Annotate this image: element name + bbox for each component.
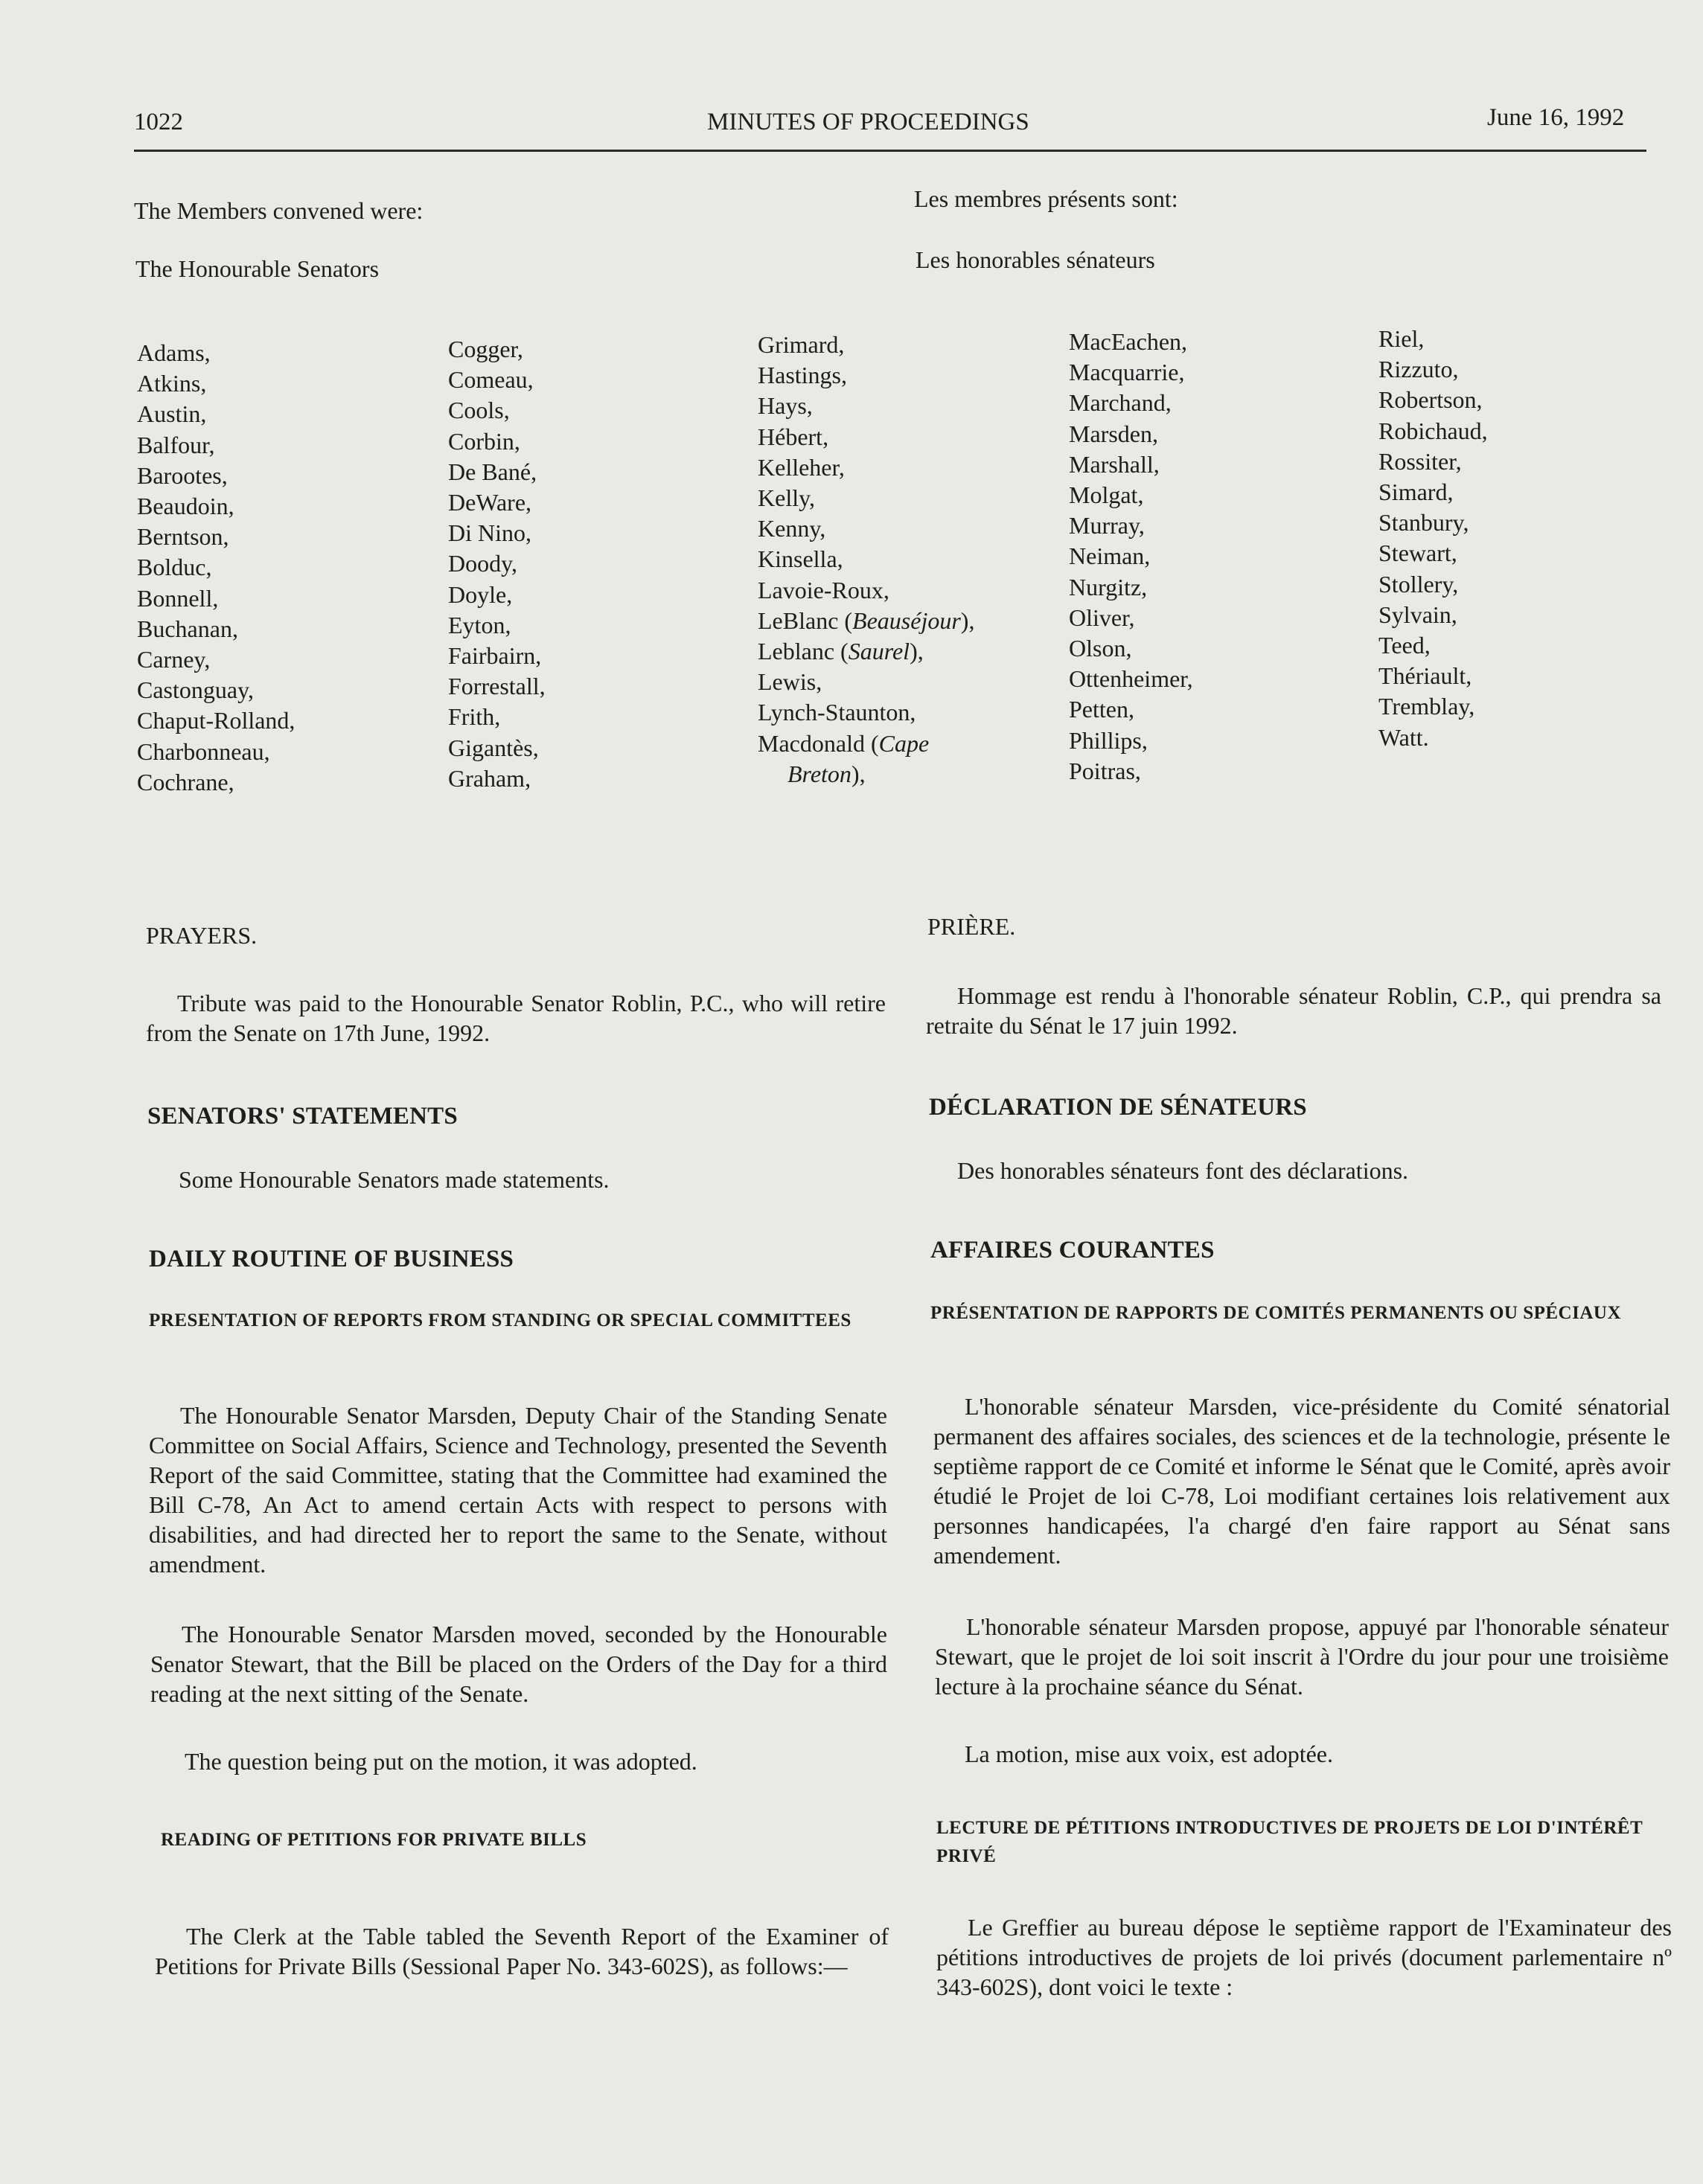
senator-name-leblanc-saurel: Leblanc (Saurel),	[758, 638, 924, 665]
senator-name: Graham,	[448, 764, 531, 792]
affaires-courantes-heading: AFFAIRES COURANTES	[930, 1237, 1215, 1264]
marsden-rapport-paragraph: L'honorable sénateur Marsden, vice-présidente du Comité sénatorial permanent des affaires sociales, des sciences et de la technologie, présente le septième rapport de ce Comité et informe le Sénat que le Comité, après avoir étudié le Projet de loi C-78, Loi modifiant certaines lois relativement aux personnes handicapées, l'a chargé d'en faire rapport au Sénat sans amendement.	[933, 1393, 1670, 1569]
senator-name: Kinsella,	[758, 545, 843, 573]
senator-name: Oliver,	[1069, 603, 1135, 631]
presentation-reports-heading: PRESENTATION OF REPORTS FROM STANDING OR SPECIAL COMMITTEES	[149, 1310, 851, 1330]
senator-name: Tremblay,	[1378, 693, 1475, 720]
senator-name: Doyle,	[448, 580, 513, 608]
senator-name: MacEachen,	[1069, 328, 1188, 355]
senator-column-3	[758, 330, 974, 790]
senator-name: Atkins,	[137, 370, 207, 397]
senator-name: Forrestall,	[448, 673, 546, 700]
hommage-paragraph: Hommage est rendu à l'honorable sénateur Roblin, C.P., qui prendra sa retraite du Sénat le 17 juin 1992.	[926, 982, 1661, 1039]
senator-name: Gigantès,	[448, 734, 539, 761]
senator-name: Kenny,	[758, 515, 826, 542]
senator-column-1	[137, 338, 295, 798]
senator-name: Murray,	[1069, 512, 1145, 539]
senator-name: Molgat,	[1069, 481, 1144, 509]
senator-name: Beaudoin,	[137, 493, 234, 520]
senator-name: Doody,	[448, 550, 518, 577]
page-title: MINUTES OF PROCEEDINGS	[707, 109, 1029, 135]
senator-name: Corbin,	[448, 427, 520, 455]
honorables-senateurs: Les honorables sénateurs	[916, 246, 1155, 273]
senator-name-leblanc-beausejour: LeBlanc (Beauséjour),	[758, 606, 975, 634]
priere: PRIÈRE.	[927, 913, 1016, 940]
senator-name: Sylvain,	[1378, 601, 1457, 628]
senator-name: Castonguay,	[137, 676, 255, 704]
senator-name: Grimard,	[758, 331, 845, 358]
senator-name: Chaput-Rolland,	[137, 707, 295, 734]
clerk-tabled-paragraph: The Clerk at the Table tabled the Seventh Report of the Examiner of Petitions for Private Bills (Sessional Paper No. 343-602S), as follows:—	[155, 1923, 889, 1979]
senator-name: Bolduc,	[137, 554, 212, 581]
senator-name: Kelly,	[758, 484, 816, 512]
declaration-heading: DÉCLARATION DE SÉNATEURS	[929, 1094, 1307, 1121]
senator-name-macdonald-cont: Breton),	[787, 760, 866, 787]
senator-name: Lewis,	[758, 668, 822, 696]
senator-name: Robertson,	[1378, 386, 1483, 414]
senator-name: Comeau,	[448, 366, 534, 394]
lecture-petitions-heading: LECTURE DE PÉTITIONS INTRODUCTIVES DE PROJETS DE LOI D'INTÉRÊT PRIVÉ	[936, 1818, 1643, 1866]
senator-column-5	[1378, 324, 1488, 753]
senator-name: Olson,	[1069, 635, 1132, 662]
reading-petitions-heading: READING OF PETITIONS FOR PRIVATE BILLS	[161, 1830, 587, 1850]
prayers: PRAYERS.	[146, 922, 258, 949]
senator-name: Teed,	[1378, 632, 1431, 659]
senator-name: DeWare,	[448, 489, 532, 516]
senator-name: Lynch-Staunton,	[758, 699, 916, 726]
statements-paragraph: Some Honourable Senators made statements.	[179, 1166, 610, 1193]
senator-column-2	[448, 334, 546, 794]
marsden-report-paragraph: The Honourable Senator Marsden, Deputy Chair of the Standing Senate Committee on Social Affairs, Science and Technology, presented the Seventh Report of the said Committee, stating that the Committee had examined the Bill C-78, An Act to amend certain Acts with respect to persons with disabilities, and had directed her to report the same to the Senate, without amendment.	[149, 1402, 887, 1578]
senator-name: Stanbury,	[1378, 509, 1469, 537]
senator-name: Cogger,	[448, 336, 523, 362]
senator-name: Rizzuto,	[1378, 356, 1459, 383]
senator-name: Barootes,	[137, 461, 228, 489]
senator-name: Frith,	[448, 703, 501, 731]
senator-name: Poitras,	[1069, 757, 1141, 784]
senator-name: Bonnell,	[137, 584, 219, 612]
senator-name: Petten,	[1069, 696, 1134, 723]
senator-name: Lavoie-Roux,	[758, 576, 889, 603]
senator-name: De Bané,	[448, 458, 537, 485]
senator-name: Buchanan,	[137, 615, 238, 642]
senator-name: Fairbairn,	[448, 642, 542, 670]
senator-name: Stewart,	[1378, 539, 1457, 567]
senator-name: Rossiter,	[1378, 447, 1462, 475]
marsden-propose-paragraph: L'honorable sénateur Marsden propose, appuyé par l'honorable sénateur Stewart, que le projet de loi soit inscrit à l'Ordre du jour pour une troisième lecture à la prochaine séance du Sénat.	[935, 1613, 1669, 1700]
senator-name: Marshall,	[1069, 450, 1160, 478]
senator-name: Austin,	[137, 400, 207, 428]
senator-name: Marsden,	[1069, 420, 1158, 447]
senator-name: Neiman,	[1069, 542, 1151, 570]
page-number: 1022	[134, 109, 183, 135]
senator-name: Robichaud,	[1378, 417, 1488, 444]
senator-name: Riel,	[1378, 325, 1425, 352]
declarations-paragraph: Des honorables sénateurs font des déclarations.	[957, 1157, 1409, 1184]
senator-name: Cochrane,	[137, 768, 234, 795]
greffier-paragraph: Le Greffier au bureau dépose le septième rapport de l'Examinateur des pétitions introductives de projets de loi privés (document parlementaire nº 343-602S), dont voici le texte :	[936, 1914, 1672, 2000]
members-convened: The Members convened were:	[134, 197, 424, 224]
senator-name: Thériault,	[1378, 662, 1472, 690]
senator-name: Hébert,	[758, 423, 829, 450]
senator-name: Nurgitz,	[1069, 573, 1148, 601]
question-adopted-paragraph: The question being put on the motion, it was adopted.	[185, 1748, 697, 1775]
senator-name: Marchand,	[1069, 389, 1172, 417]
senator-name: Hastings,	[758, 362, 847, 389]
senator-name-macdonald: Macdonald (Cape	[758, 729, 930, 757]
senator-name: Balfour,	[137, 431, 215, 458]
tribute-paragraph: Tribute was paid to the Honourable Senator Roblin, P.C., who will retire from the Senate on 17th June, 1992.	[146, 990, 886, 1046]
membres-presents: Les membres présents sont:	[914, 185, 1178, 212]
senator-name: Eyton,	[448, 611, 511, 638]
daily-routine-heading: DAILY ROUTINE OF BUSINESS	[149, 1246, 514, 1272]
senator-name: Stollery,	[1378, 570, 1459, 598]
senator-name: Carney,	[137, 646, 211, 673]
senator-name: Kelleher,	[758, 453, 845, 481]
senator-name: Simard,	[1378, 478, 1454, 506]
senator-name: Adams,	[137, 339, 211, 366]
motion-adoptee-paragraph: La motion, mise aux voix, est adoptée.	[965, 1741, 1333, 1767]
header-rule	[134, 150, 1646, 152]
senator-name: Watt.	[1378, 723, 1429, 751]
presentation-rapports-heading: PRÉSENTATION DE RAPPORTS DE COMITÉS PERMANENTS OU SPÉCIAUX	[930, 1303, 1621, 1323]
senator-name: Di Nino,	[448, 519, 531, 547]
page-date: June 16, 1992	[1487, 104, 1625, 131]
senator-name: Macquarrie,	[1069, 359, 1185, 386]
senator-column-4	[1069, 327, 1193, 787]
senators-statements-heading: SENATORS' STATEMENTS	[147, 1103, 458, 1130]
senator-name: Cools,	[448, 397, 510, 424]
senator-name: Hays,	[758, 392, 813, 420]
senator-name: Ottenheimer,	[1069, 665, 1193, 693]
senator-name: Phillips,	[1069, 726, 1148, 754]
honourable-senators: The Honourable Senators	[135, 255, 380, 282]
marsden-moved-paragraph: The Honourable Senator Marsden moved, seconded by the Honourable Senator Stewart, that the Bill be placed on the Orders of the Day for a third reading at the next sitting of the Senate.	[150, 1621, 887, 1707]
senator-name: Charbonneau,	[137, 737, 270, 765]
senator-name: Berntson,	[137, 523, 229, 551]
